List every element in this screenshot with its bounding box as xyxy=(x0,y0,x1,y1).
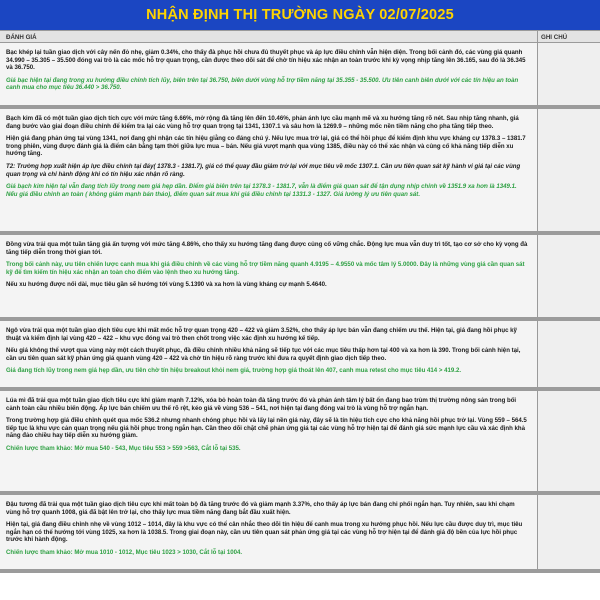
analysis-text: Đồng vừa trải qua một tuần tăng giá ấn tượng với mức tăng 4.86%, cho thấy xu hướng tăng đang được củng cố vững chắc. Động lực mua vẫn duy trì tốt, tạo cơ sở cho kỳ vọng đà tăng tiếp diễn trong thời gian tới. xyxy=(6,241,528,256)
analysis-text: Ngô vừa trải qua một tuần giao dịch tiêu cực khi mất mốc hỗ trợ quan trọng 420 – 422 và giảm 3.52%, cho thấy áp lực bán vẫn đang chiếm ưu thế. Hiện tại, giá đang hồi phục kỹ thuật và kiểm định lại vùng 420 – 422 – khu vực đóng vai trò then chốt trong việc xác định xu hướng kế tiếp. xyxy=(6,327,517,342)
note-cell xyxy=(538,235,600,317)
note-cell xyxy=(538,391,600,491)
strategy-text: Chiến lược tham khảo: Mở mua 1010 - 1012, Mục tiêu 1023 > 1030, Cắt lỗ tại 1004. xyxy=(6,548,243,556)
assessment-cell xyxy=(0,321,538,387)
analysis-text: T2: Trường hợp xuất hiện áp lực điều chỉnh tại đáy( 1378.3 - 1381.7), giá có thể quay đầu giảm trở lại với mục tiêu về mốc 1307.1. Cần ưu tiên quan sát kỹ hành vi giá tại các vùng quan trọng và chỉ hành động khi có tín hiệu xác nhận rõ ràng. xyxy=(6,162,521,178)
assessment-cell xyxy=(0,43,538,105)
table-row xyxy=(0,495,600,573)
note-cell xyxy=(538,321,600,387)
analysis-text: Đậu tương đã trải qua một tuần giao dịch tiêu cực khi mất toàn bộ đà tăng trước đó và giảm mạnh 3.37%, cho thấy áp lực bán đang chi phối ngắn hạn. Tuy nhiên, sau khi chạm vùng hỗ trợ quanh 1008, giá đã bật lên trở lại, cho thấy lực mua tiềm năng đang bắt đầu xuất hiện. xyxy=(6,501,515,516)
assessment-cell xyxy=(0,109,538,231)
table-row xyxy=(0,391,600,495)
note-cell xyxy=(538,109,600,231)
table-row xyxy=(0,109,600,235)
header-note: GHI CHÚ xyxy=(541,34,568,41)
note-cell xyxy=(538,43,600,105)
table-row xyxy=(0,321,600,391)
strategy-text: Giá bạc hiện tại đang trong xu hướng điều chỉnh tích lũy, biên trên tại 36.750, biên dưới vùng hỗ trợ tiềm năng tại 35.355 - 35.500. Ưu tiên canh biên dưới với các tín hiệu an toàn canh mua cho mục tiêu 36.440 > 36.750. xyxy=(6,76,519,92)
analysis-text: Hiện tại, giá đang điều chỉnh nhẹ về vùng 1012 – 1014, đây là khu vực có thể cân nhắc theo dõi tín hiệu để canh mua trong xu hướng phục hồi. Nếu lực cầu được duy trì, mục tiêu ngắn hạn có thể hướng tới vùng 1025, xa hơn là 1038.5. Trong giai đoạn này, cần ưu tiên quan sát phản ứng giá tại các vùng hỗ trợ hiện tại để đánh giá độ bền của lực hồi phục trước khi hành động. xyxy=(6,521,523,544)
strategy-text: Giá bạch kim hiện tại vẫn đang tích lũy trong nem giá hẹp dần. Điểm giá biên trên tại 1378.3 - 1381.7, vẫn là điểm giá quan sát để tận dụng nhịp chỉnh về 1351.9 xa hơn là 1349.1. Nếu giá điều chỉnh an toàn ( không giảm mạnh bán tháo), điểm quan sát mua khi giá điều chỉnh tại 1331.3 - 1327. Giá lường lý ưu tiên quan sát. xyxy=(6,183,517,198)
analysis-text: Hiện giá đang phản ứng tại vùng 1341, nơi đang ghi nhận các tín hiệu giằng co đáng chú ý. Nếu lực mua trở lại, giá có thể hồi phục để kiểm định khu vực kháng cự 1378.3 – 1381.7 trong phiên, vùng được đánh giá là điểm cân bằng tạm thời giữa lực mua – bán. Nếu giá vượt mạnh qua vùng 1385, điều này có thể xác nhận và củng cố khả năng tiếp diễn xu hướng tăng. xyxy=(6,135,526,158)
table-row xyxy=(0,43,600,109)
analysis-text: Nếu giá không thể vượt qua vùng này một cách thuyết phục, đà điều chỉnh nhiều khả năng sẽ tiếp tục với các mục tiêu thấp hơn tại 400 và xa hơn là 390. Trong bối cảnh hiện tại, cần ưu tiên quan sát kỹ phản ứng giá quanh vùng 420 – 422 và chờ tín hiệu rõ ràng trước khi đưa ra quyết định giao dịch tiếp theo. xyxy=(6,347,521,362)
assessment-cell xyxy=(0,391,538,491)
note-cell xyxy=(538,495,600,569)
analysis-text: Bạch kim đã có một tuần giao dịch tích cực với mức tăng 6.66%, mở rộng đà tăng lên đến 10.46%, phản ánh lực cầu mạnh mẽ và xu hướng tăng rõ nét. Sau nhịp tăng nhanh, giá đang bước vào giai đoạn điều chỉnh để kiểm tra lại các vùng hỗ trợ quan trọng tại 1341, 1307.1 và sâu hơn là 1269.9 – những mốc nền tiềm năng cho pha tăng tiếp theo. xyxy=(6,115,519,130)
analysis-text: Lúa mì đã trải qua một tuần giao dịch tiêu cực khi giảm mạnh 7.12%, xóa bỏ hoàn toàn đà tăng trước đó và phản ánh tâm lý bất ổn đang bao trùm thị trường nông sản trong bối cảnh toàn cầu nhiều biến động. Áp lực bán chiếm ưu thế rõ rệt, kéo giá về vùng 536 – 541, nơi hiện tại đang đóng vai trò là vùng hỗ trợ ngắn hạn. xyxy=(6,397,517,412)
analysis-text: Bạc khép lại tuần giao dịch với cây nến đỏ nhẹ, giảm 0.34%, cho thấy đà phục hồi chưa đủ thuyết phục và áp lực điều chỉnh vẫn hiện diện. Trong bối cảnh đó, các vùng giá quanh 34.990 – 35.305 – 35.500 đóng vai trò là các mốc hỗ trợ quan trọng, cần được theo dõi sát để chờ tín hiệu xác nhận an toàn trước khi kỳ vọng nhịp tăng lên 36.165, sau đó là 36.345 và 36.750. xyxy=(6,49,526,72)
strategy-text: Giá đang tích lũy trong nem giá hẹp dần, ưu tiên chờ tín hiệu breakout khỏi nem giá, trường hợp giá thoát lên 407, canh mua retest cho mục tiêu 414 > 419.2. xyxy=(6,367,462,375)
table-header xyxy=(0,30,600,43)
header-assessment: ĐÁNH GIÁ xyxy=(0,31,538,42)
page-title: NHẬN ĐỊNH THỊ TRƯỜNG NGÀY 02/07/2025 xyxy=(0,0,600,30)
table-row xyxy=(0,235,600,321)
assessment-cell xyxy=(0,235,538,317)
analysis-text: Nếu xu hướng được nối dài, mục tiêu gần sẽ hướng tới vùng 5.1390 và xa hơn là vùng kháng cự mạnh 5.4640. xyxy=(6,281,327,289)
analysis-text: Trong trường hợp giá điều chỉnh quét qua mốc 536.2 nhưng nhanh chóng phục hồi và lấy lại nền giá này, đây sẽ là tín hiệu tích cực cho khả năng hồi phục trở lại. Vùng 559 – 564.5 tiếp tục là khu vực cản quan trọng nếu giá hồi phục trong ngắn hạn. Cần theo dõi chặt chẽ phản ứng giá tại các vùng hỗ trợ hiện tại để đánh giá sức mạnh lực cầu và xác định khả năng đảo chiều hay tiếp diễn xu hướng giảm. xyxy=(6,417,527,440)
assessment-cell xyxy=(0,495,538,569)
strategy-text: Trong bối cảnh này, ưu tiên chiến lược canh mua khi giá điều chỉnh về các vùng hỗ trợ tiềm năng quanh 4.9195 – 4.9550 và mốc tâm lý 5.0000. Đây là những vùng giá cần quan sát kỹ để tìm kiếm tín hiệu xác nhận an toàn cho điểm vào lệnh theo xu hướng tăng. xyxy=(6,261,525,276)
table-body xyxy=(0,43,600,573)
strategy-text: Chiến lược tham khảo: Mở mua 540 - 543, Mục tiêu 553 > 559 >563, Cắt lỗ tại 535. xyxy=(6,444,241,452)
